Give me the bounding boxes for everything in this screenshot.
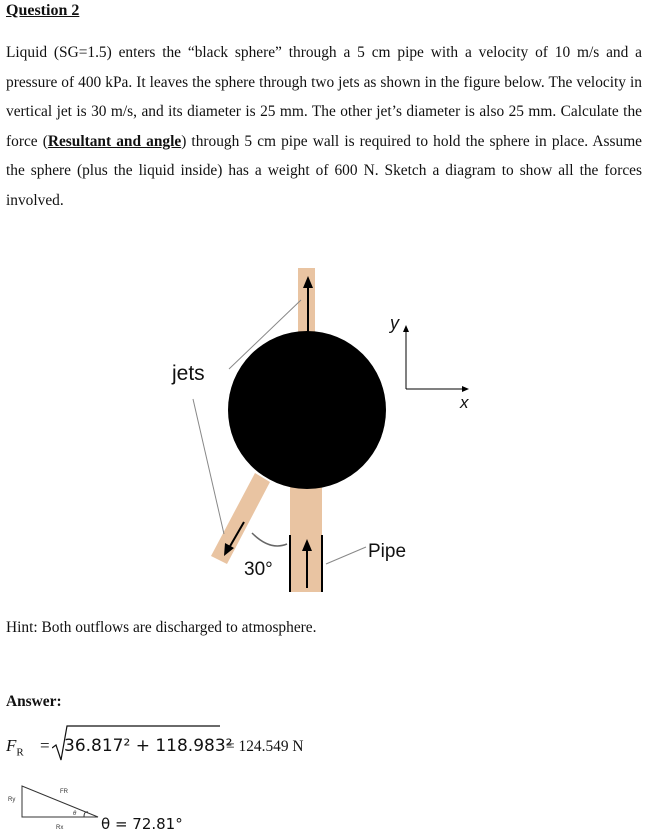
inclined-jet (211, 473, 270, 564)
triangle-ry-label: Ry (8, 797, 16, 803)
question-text-emphasis: Resultant and angle (47, 132, 182, 150)
answer-heading: Answer: (6, 693, 62, 710)
triangle-rx-label: Rx (56, 825, 64, 831)
y-axis-label: y (390, 313, 399, 333)
x-axis-label: x (460, 393, 469, 412)
resultant-value: = 124.549 N (226, 738, 304, 755)
radicand: 36.817² + 118.983² (64, 736, 233, 756)
pipe-leader (326, 547, 366, 564)
question-text-part-2: ) through 5 cm pipe wall is required to hold the sphere in place. Assume the sphere (plus the liquid inside) has a weight of 600 N. Sketch a diagram to show all the forces involved. (6, 132, 642, 209)
angle-arc (252, 533, 287, 546)
question-title: Question 2 (6, 2, 80, 19)
jets-leader-lower (193, 399, 224, 534)
triangle-fr-label: FR (60, 789, 68, 795)
fr-symbol: $F_R$ (6, 736, 24, 759)
equals-sign: = (40, 736, 50, 755)
black-sphere (228, 331, 386, 489)
angle-label: 30° (244, 559, 273, 580)
triangle-theta-label: θ (73, 811, 77, 817)
fr-subscript: R (16, 746, 24, 759)
jets-label: jets (172, 362, 205, 385)
x-axis-arrowhead (462, 386, 469, 392)
y-axis-arrowhead (403, 325, 409, 332)
question-text-part-1: Liquid (SG=1.5) enters the “black sphere” through a 5 cm pipe with a velocity of 10 m/s and a pressure of 400 kPa. It leaves the sphere through two jets as shown in the figure below. The velocity in vertical jet is 30 m/s, and its diameter is 25 mm. The other jet’s diameter is also 25 mm. Calculate the force ( (6, 44, 642, 150)
angle-result: θ = 72.81° (101, 815, 183, 833)
hint-text: Hint: Both outflows are discharged to atmosphere. (6, 619, 317, 636)
pipe-label: Pipe (368, 541, 407, 562)
